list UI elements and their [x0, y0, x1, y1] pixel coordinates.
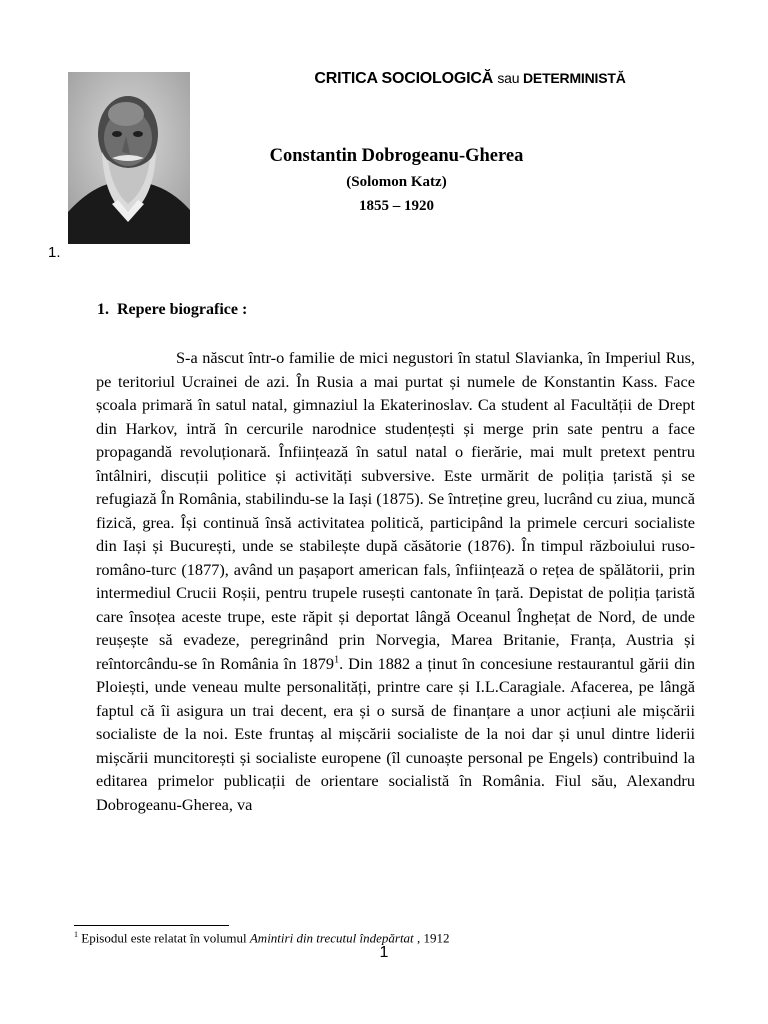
author-years: 1855 – 1920 [359, 198, 434, 214]
footnote-separator [74, 925, 229, 926]
title-connector: sau [497, 70, 520, 86]
title-main: CRITICA SOCIOLOGICĂ [314, 70, 494, 87]
document-title [200, 70, 740, 88]
author-portrait [68, 72, 190, 244]
footnote-text-before: Episodul este relatat în volumul [78, 930, 250, 946]
portrait-photo [68, 72, 190, 244]
footnote-reference[interactable]: 1 [334, 654, 340, 666]
title-end: DETERMINISTĂ [523, 70, 626, 86]
footnote-marker: 1 [74, 930, 78, 939]
list-marker: 1. [48, 244, 61, 261]
author-alias: (Solomon Katz) [346, 174, 447, 190]
section-title: Repere biografice : [117, 301, 248, 318]
section-number: 1. [97, 301, 109, 318]
footnote-text-after: , 1912 [413, 930, 450, 946]
page-number: 1 [379, 944, 389, 961]
biography-paragraph [96, 346, 695, 816]
paragraph-part-1: S-a născut într-o familie de mici negustori în statul Slavianka, în Imperiul Rus, pe teritoriul Ucrainei de azi. În Rusia a mai purtat și numele de Konstantin Kass. Face școala primară în satul natal, gimnaziul la Ekaterinoslav. Ca student al Facultății de Drept din Harkov, intră în cercurile narodnice studențești și merge prin sate pentru a face propagandă revoluționară. Înființează în satul natal o fierărie, mai mult pretext pentru întâlniri, discuții politice și activități subversive. Este urmărit de poliția țaristă și se refugiază În România, stabilindu-se la Iași (1875). Se întreține greu, lucrând cu ziua, muncă fizică, grea. Își continuă însă activitatea politică, participând la primele cercuri socialiste din Iași și București, unde se stabilește după căsătorie (1876). În timpul războiului ruso-româno-turc (1877), având un pașaport american fals, înființează o rețea de spălătorii, prin intermediul Crucii Roșii, pentru trupele rusești cantonate în țară. Depistat de poliția țaristă care însoțea aceste trupe, este răpit și deportat lângă Oceanul Înghețat de Nord, de unde reușește să evadeze, peregrinând prin Norvegia, Marea Britanie, Franța, Austria și reîntorcându-se în România în 1879 [96, 348, 695, 673]
paragraph-part-2: . Din 1882 a ținut în concesiune restaurantul gării din Ploiești, unde veneau multe personalități, printre care și I.L.Caragiale. Afacerea, pe lângă faptul că îi asigura un trai decent, era și o sursă de finanțare a unor acțiuni ale mișcării socialiste de la noi. Este fruntaș al mișcării socialiste de la noi dar și unul dintre liderii mișcării muncitorești și socialiste europene (îl cunoaște personal pe Engels) contribuind la editarea primelor publicații de orientare socialistă în România. Fiul său, Alexandru Dobrogeanu-Gherea, va [96, 653, 696, 814]
title-connector-wrap [497, 70, 625, 86]
section-heading [97, 301, 247, 319]
author-name: Constantin Dobrogeanu-Gherea [269, 146, 524, 166]
footnote-book-title: Amintiri din trecutul îndepărtat [249, 930, 414, 946]
